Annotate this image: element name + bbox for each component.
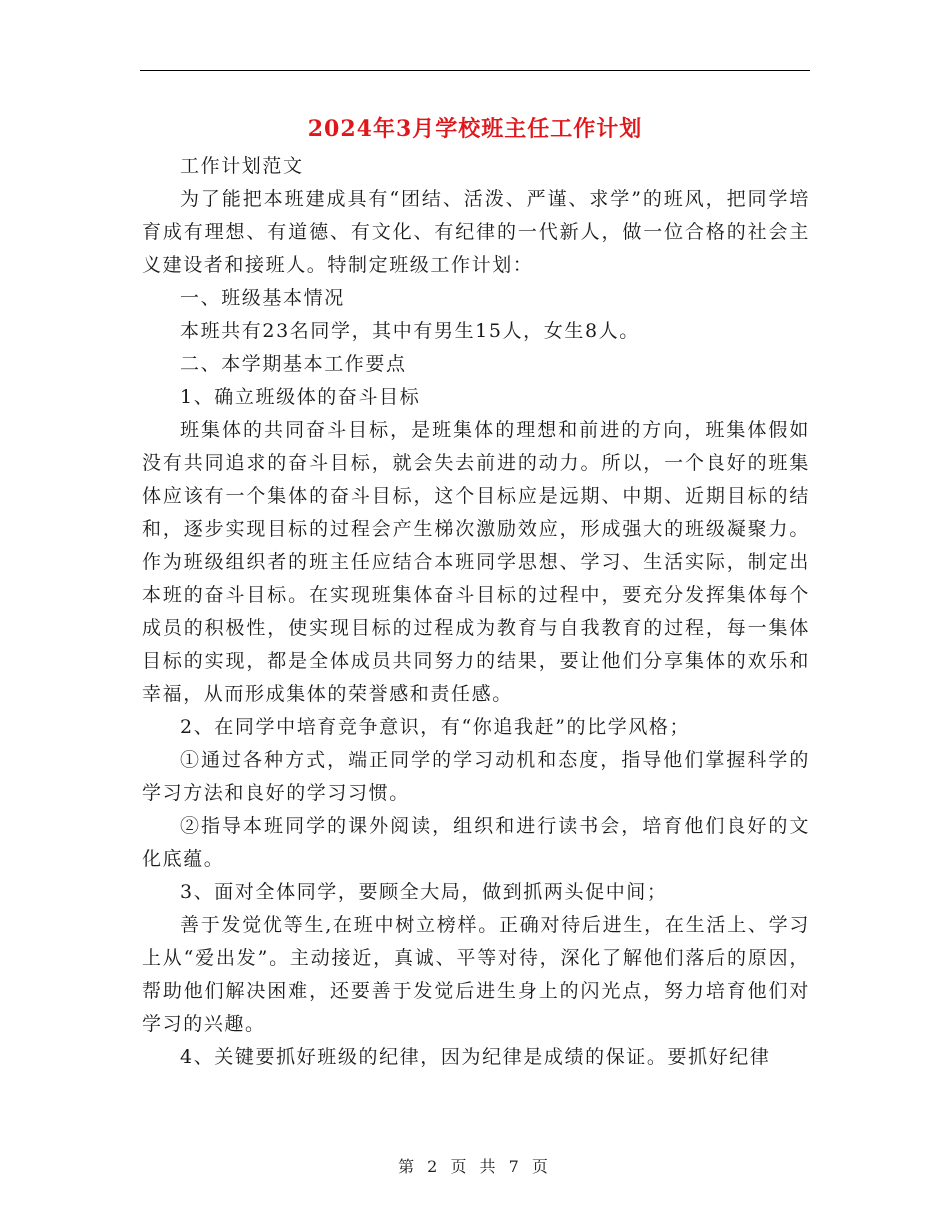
page-number: 第 2 页 共 7 页 <box>398 1157 552 1176</box>
document-body <box>142 150 810 1074</box>
header-rule <box>140 70 810 71</box>
section-heading: 一、班级基本情况 <box>180 287 345 309</box>
subsection-heading: 2、在同学中培育竞争意识，有“你追我赶”的比学风格； <box>180 716 691 738</box>
section-heading: 二、本学期基本工作要点 <box>180 353 407 375</box>
subsection-heading: 1、确立班级体的奋斗目标 <box>180 386 421 408</box>
paragraph: 工作计划范文 <box>180 155 304 177</box>
list-item: ②指导本班同学的课外阅读，组织和进行读书会，培育他们良好的文化底蕴。 <box>142 815 810 870</box>
paragraph: 为了能把本班建成具有“团结、活泼、严谨、求学”的班风，把同学培育成有理想、有道德、有文化、有纪律的一代新人，做一位合格的社会主义建设者和接班人。特制定班级工作计划： <box>142 188 810 276</box>
paragraph: 班集体的共同奋斗目标，是班集体的理想和前进的方向，班集体假如没有共同追求的奋斗目标，就会失去前进的动力。所以，一个良好的班集体应该有一个集体的奋斗目标，这个目标应是远期、中期、近期目标的结和，逐步实现目标的过程会产生梯次激励效应，形成强大的班级凝聚力。作为班级组织者的班主任应结合本班同学思想、学习、生活实际，制定出本班的奋斗目标。在实现班集体奋斗目标的过程中，要充分发挥集体每个成员的积极性，使实现目标的过程成为教育与自我教育的过程，每一集体目标的实现，都是全体成员共同努力的结果，要让他们分享集体的欢乐和幸福，从而形成集体的荣誉感和责任感。 <box>142 419 810 705</box>
document-title: 2024年3月学校班主任工作计划 <box>307 116 643 142</box>
subsection-heading: 3、面对全体同学，要顾全大局，做到抓两头促中间； <box>180 881 668 903</box>
paragraph: 4、关键要抓好班级的纪律，因为纪律是成绩的保证。要抓好纪律 <box>180 1046 771 1068</box>
paragraph: 本班共有23名同学，其中有男生15人，女生8人。 <box>180 320 640 342</box>
paragraph: 善于发觉优等生,在班中树立榜样。正确对待后进生，在生活上、学习上从“爱出发”。主动接近，真诚、平等对待，深化了解他们落后的原因，帮助他们解决困难，还要善于发觉后进生身上的闪光点，努力培育他们对学习的兴趣。 <box>142 914 810 1035</box>
list-item: ①通过各种方式，端正同学的学习动机和态度，指导他们掌握科学的学习方法和良好的学习习惯。 <box>142 749 810 804</box>
